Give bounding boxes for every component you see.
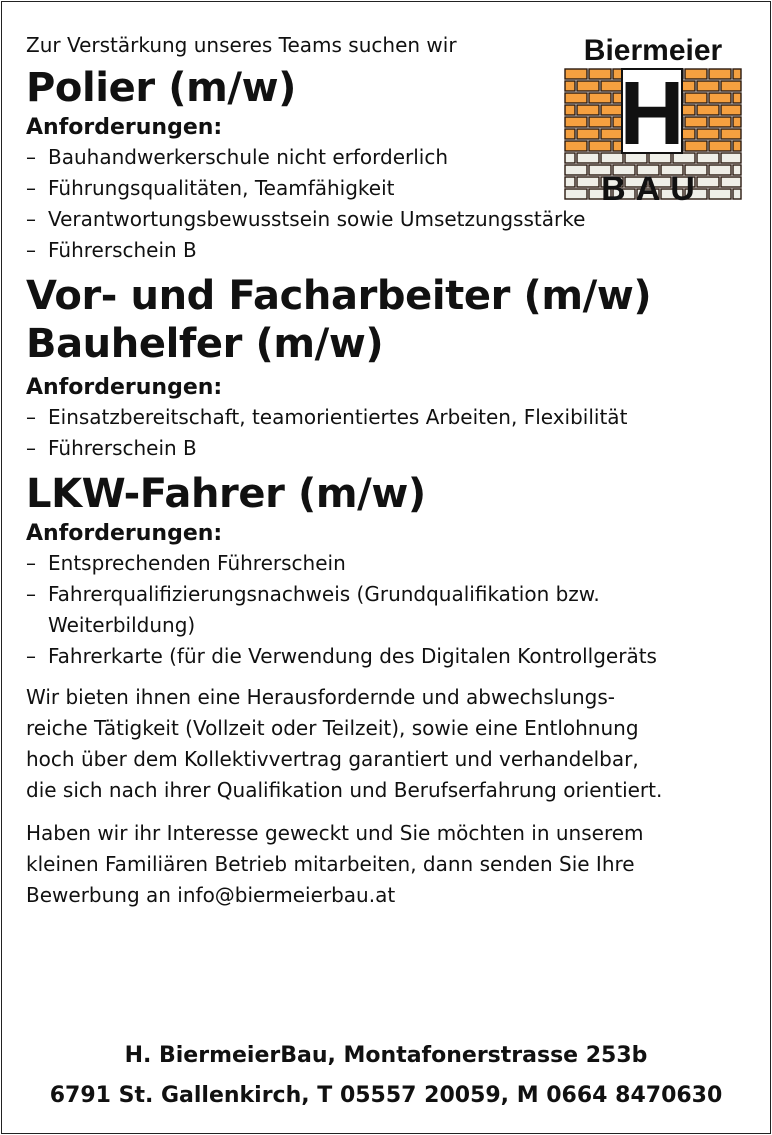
job-title-bauhelfer: Bauhelfer (m/w) [26, 321, 384, 367]
list-item: – Einsatzbereitschaft, teamorientiertes Arbeiten, Flexibilität [26, 402, 752, 433]
logo-letter: H [619, 64, 685, 164]
text-line: Bewerbung an info@biermeierbau.at [26, 883, 396, 907]
job-ad [26, 32, 752, 911]
list-item: – Führungsqualitäten, Teamfähigkeit [26, 173, 752, 204]
list-item: – Fahrerqualifizierungsnachweis (Grundqualifikation bzw. [26, 579, 752, 610]
offer-paragraph [26, 682, 752, 806]
list-item: – Bauhandwerkerschule nicht erforderlich [26, 142, 752, 173]
requirements-list [26, 402, 752, 464]
list-item: – Fahrerkarte (für die Verwendung des Digitalen Kontrollgeräts [26, 641, 752, 672]
logo-subtext: BAU [601, 170, 705, 206]
footer-address: H. BiermeierBau, Montafonerstrasse 253b [124, 1043, 648, 1068]
intro-text: Zur Verstärkung unseres Teams suchen wir [26, 33, 457, 57]
requirements-heading: Anforderungen: [26, 375, 223, 400]
text-line: die sich nach ihrer Qualifikation und Berufserfahrung orientiert. [26, 778, 663, 802]
job-title-facharbeiter: Vor- und Facharbeiter (m/w) [26, 273, 652, 319]
requirements-heading: Anforderungen: [26, 521, 223, 546]
text-line: hoch über dem Kollektivvertrag garantiert und verhandelbar, [26, 747, 639, 771]
job-title-lkw-fahrer: LKW-Fahrer (m/w) [26, 471, 426, 517]
text-line: Haben wir ihr Interesse geweckt und Sie möchten in unserem [26, 821, 644, 845]
list-item: – Entsprechenden Führerschein [26, 548, 752, 579]
list-item: – Führerschein B [26, 433, 752, 464]
text-line: reiche Tätigkeit (Vollzeit oder Teilzeit), sowie eine Entlohnung [26, 716, 639, 740]
requirements-list [26, 142, 752, 266]
list-item: – Führerschein B [26, 235, 752, 266]
list-item-continuation: Weiterbildung) [48, 613, 196, 637]
text-line: Wir bieten ihnen eine Herausfordernde und abwechslungs- [26, 685, 615, 709]
requirements-list [26, 548, 752, 672]
logo-wordmark: Biermeier [583, 34, 723, 67]
footer-contact: 6791 St. Gallenkirch, T 05557 20059, M 0664 8470630 [49, 1083, 723, 1108]
job-title-polier: Polier (m/w) [26, 65, 297, 111]
requirements-heading: Anforderungen: [26, 115, 223, 140]
text-line: kleinen Familiären Betrieb mitarbeiten, dann senden Sie Ihre [26, 852, 635, 876]
list-item: – Verantwortungsbewusstsein sowie Umsetzungsstärke [26, 204, 752, 235]
apply-paragraph [26, 818, 752, 911]
